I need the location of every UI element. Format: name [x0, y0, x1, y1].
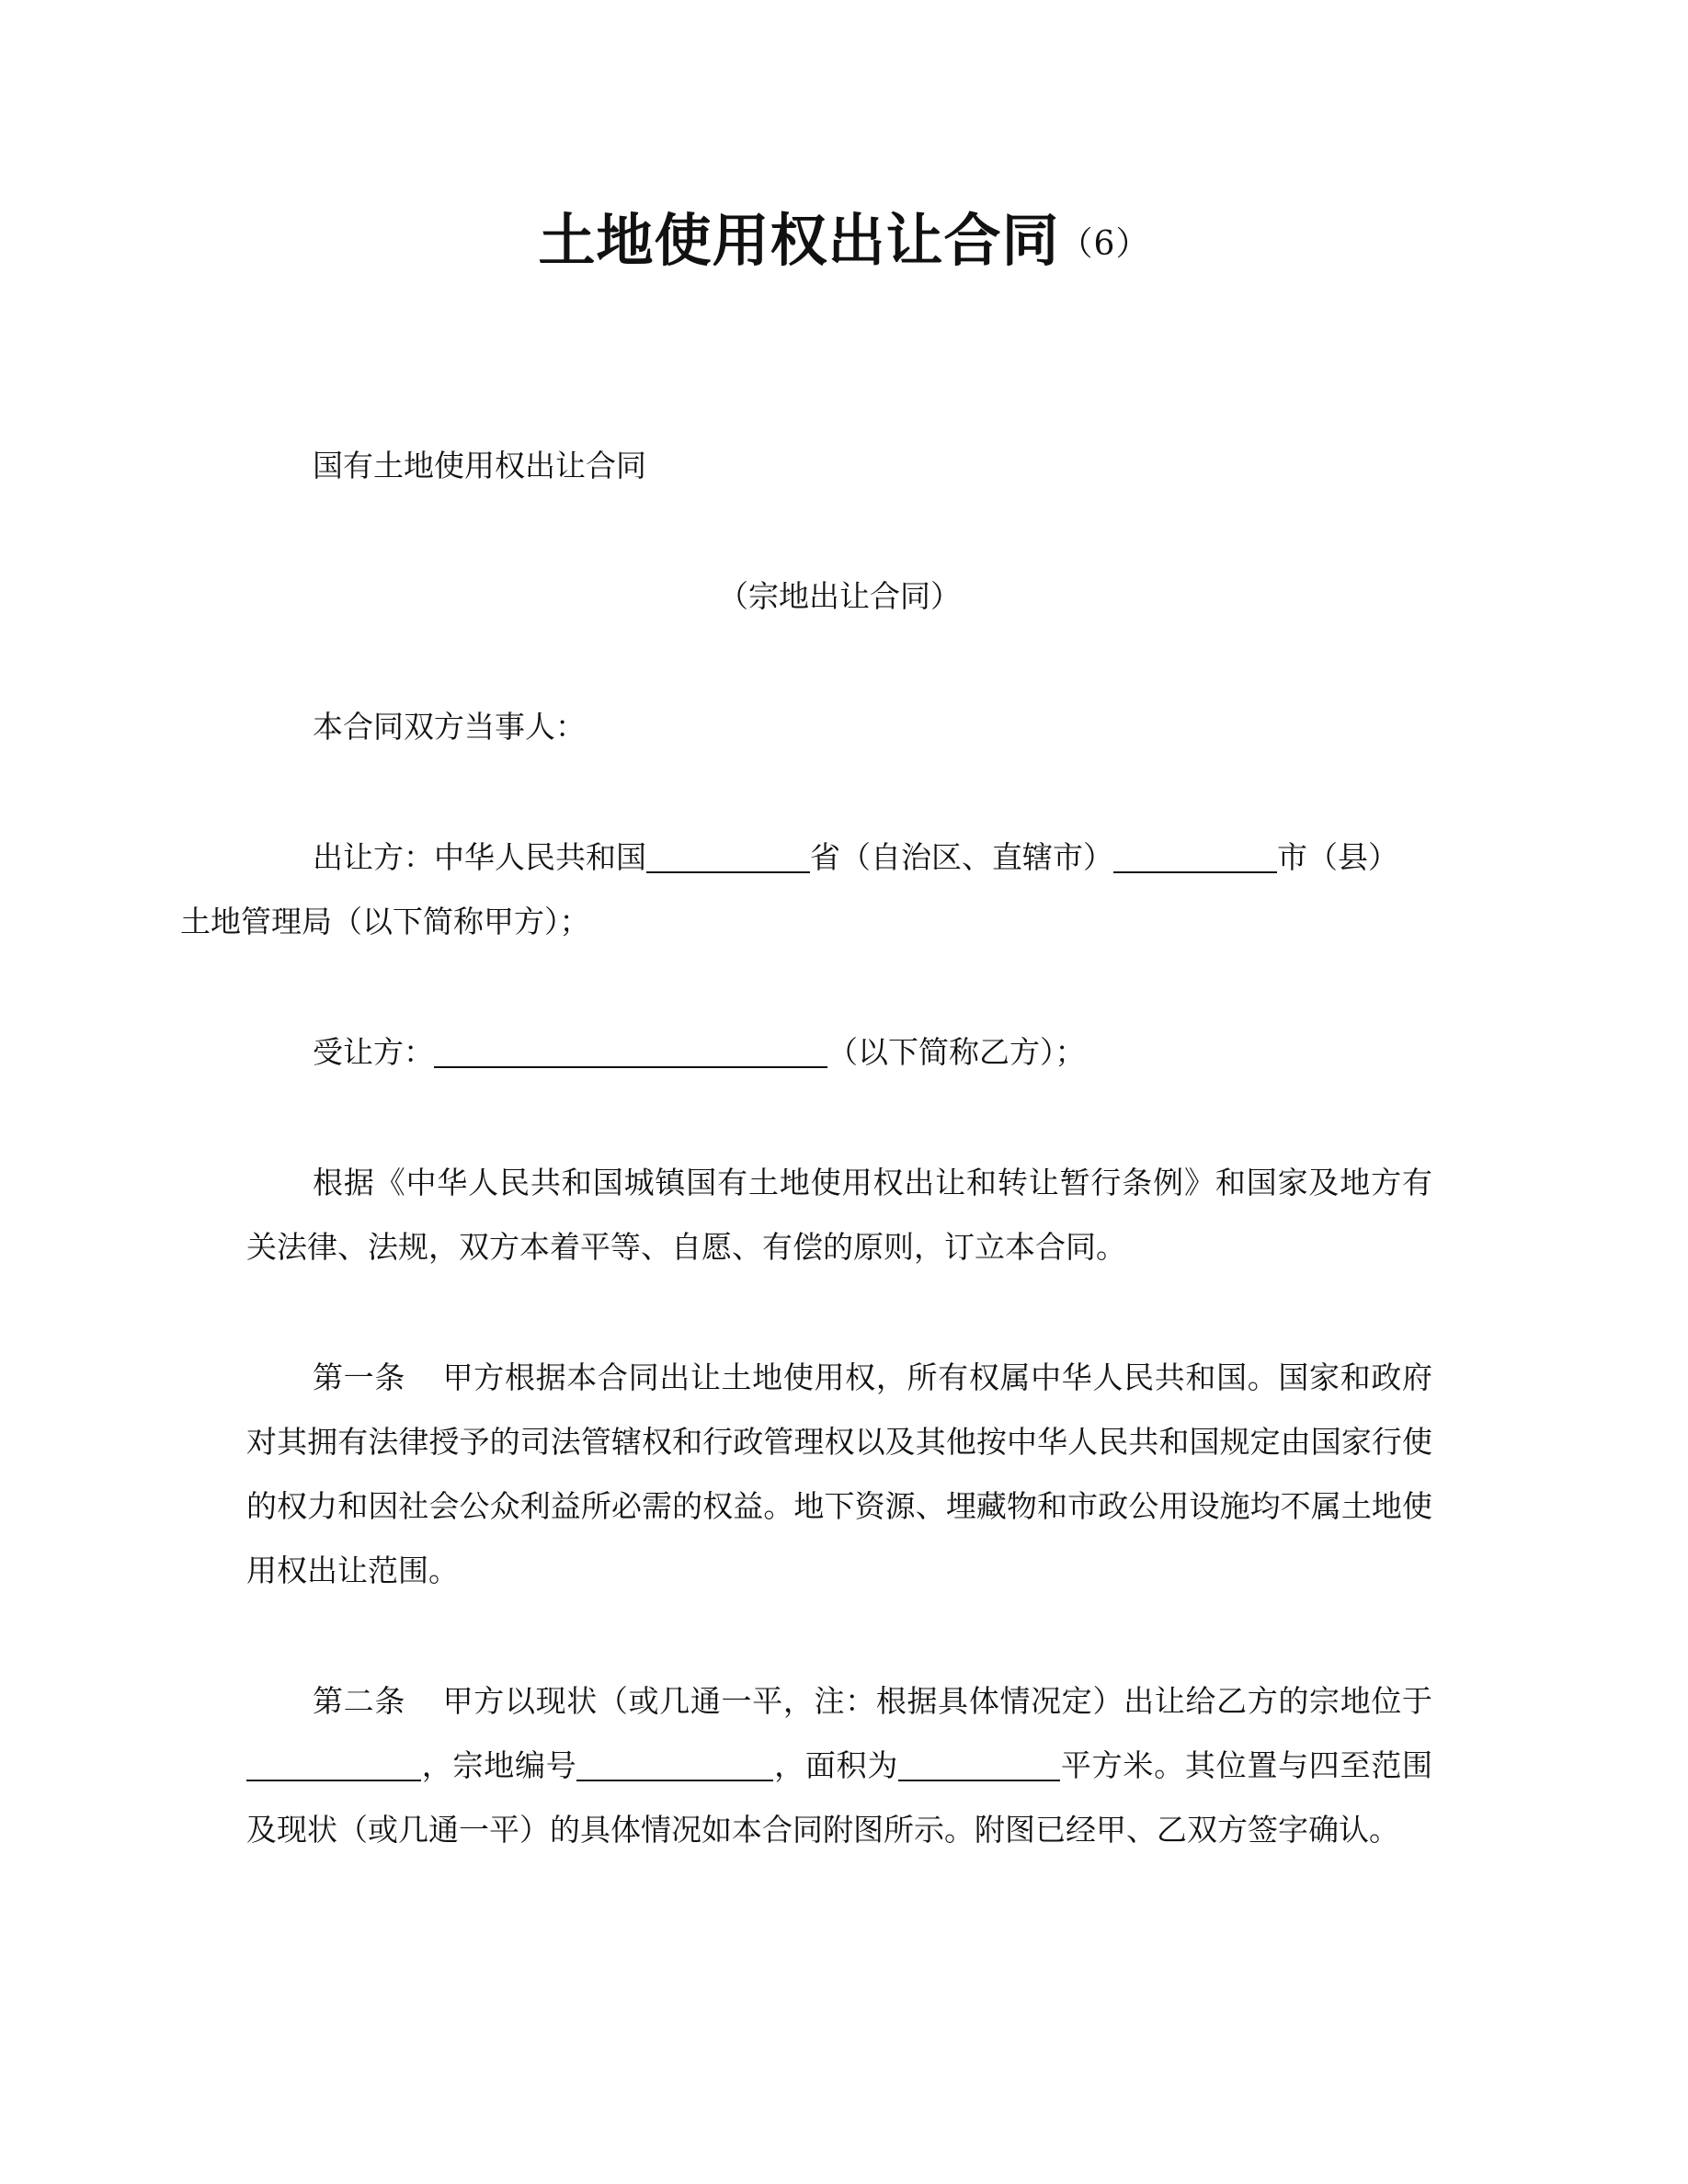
document-title [0, 204, 1688, 281]
grantee-paragraph [246, 1020, 1432, 1085]
grantee-prefix: 受让方： [313, 1034, 434, 1070]
title-text: 土地使用权出让合同 [538, 207, 1060, 274]
city-blank[interactable] [1113, 844, 1277, 873]
grantor-paragraph [180, 825, 1432, 954]
location-blank[interactable] [246, 1752, 421, 1781]
grantor-line2: 土地管理局（以下简称甲方）； [180, 904, 590, 939]
article-2-area: ，面积为 [773, 1747, 899, 1783]
article-1 [246, 1346, 1432, 1603]
parcel-number-blank[interactable] [576, 1752, 773, 1781]
article-2-located: 位于 [1371, 1683, 1433, 1719]
article-2-area-unit: 平方米。其位置 [1060, 1747, 1279, 1783]
document-body [180, 434, 1433, 1928]
grantor-prefix: 出让方：中华人民共和国 [313, 839, 646, 875]
grantee-blank[interactable] [434, 1039, 827, 1068]
area-blank[interactable] [898, 1752, 1060, 1781]
grantee-end: （以下简称乙方）； [827, 1034, 1086, 1070]
contract-subheading: （宗地出让合同） [718, 578, 961, 614]
grantor-end: 市（县） [1277, 839, 1398, 875]
province-blank[interactable] [646, 844, 810, 873]
article-1-label: 第一条 [313, 1359, 405, 1395]
contract-heading: 国有土地使用权出让合同 [313, 448, 646, 483]
article-1-text: 甲方根据本合同出让土地使用权，所有权属中华人民共和国。国家和政府对其拥有法律授予的司法管辖权和行政管理权以及其他按中华人民共和国规定由国家行使的权力和因社会公众利益所必需的权益。地下资源、埋藏物和市政公用设施均不属土地使用权出让范围。 [246, 1359, 1433, 1588]
article-2-parcel: ，宗地编号 [421, 1747, 577, 1783]
title-suffix: （6） [1059, 225, 1150, 263]
article-2-line1: 甲方以现状（或几通一平，注：根据具体情况定）出让给乙方的宗地 [441, 1683, 1372, 1719]
grantor-mid: 省（自治区、直辖市） [810, 839, 1113, 875]
parties-intro: 本合同双方当事人： [313, 709, 586, 745]
basis-paragraph: 根据《中华人民共和国城镇国有土地使用权出让和转让暂行条例》和国家及地方有关法律、法规，双方本着平等、自愿、有偿的原则，订立本合同。 [246, 1165, 1432, 1265]
article-2-label: 第二条 [313, 1683, 405, 1719]
article-2-rest: 与四至范围及现状（或几通一平）的具体情况如本合同附图所示。附图已经甲、乙双方签字确认。 [246, 1747, 1433, 1848]
article-2 [246, 1669, 1432, 1862]
